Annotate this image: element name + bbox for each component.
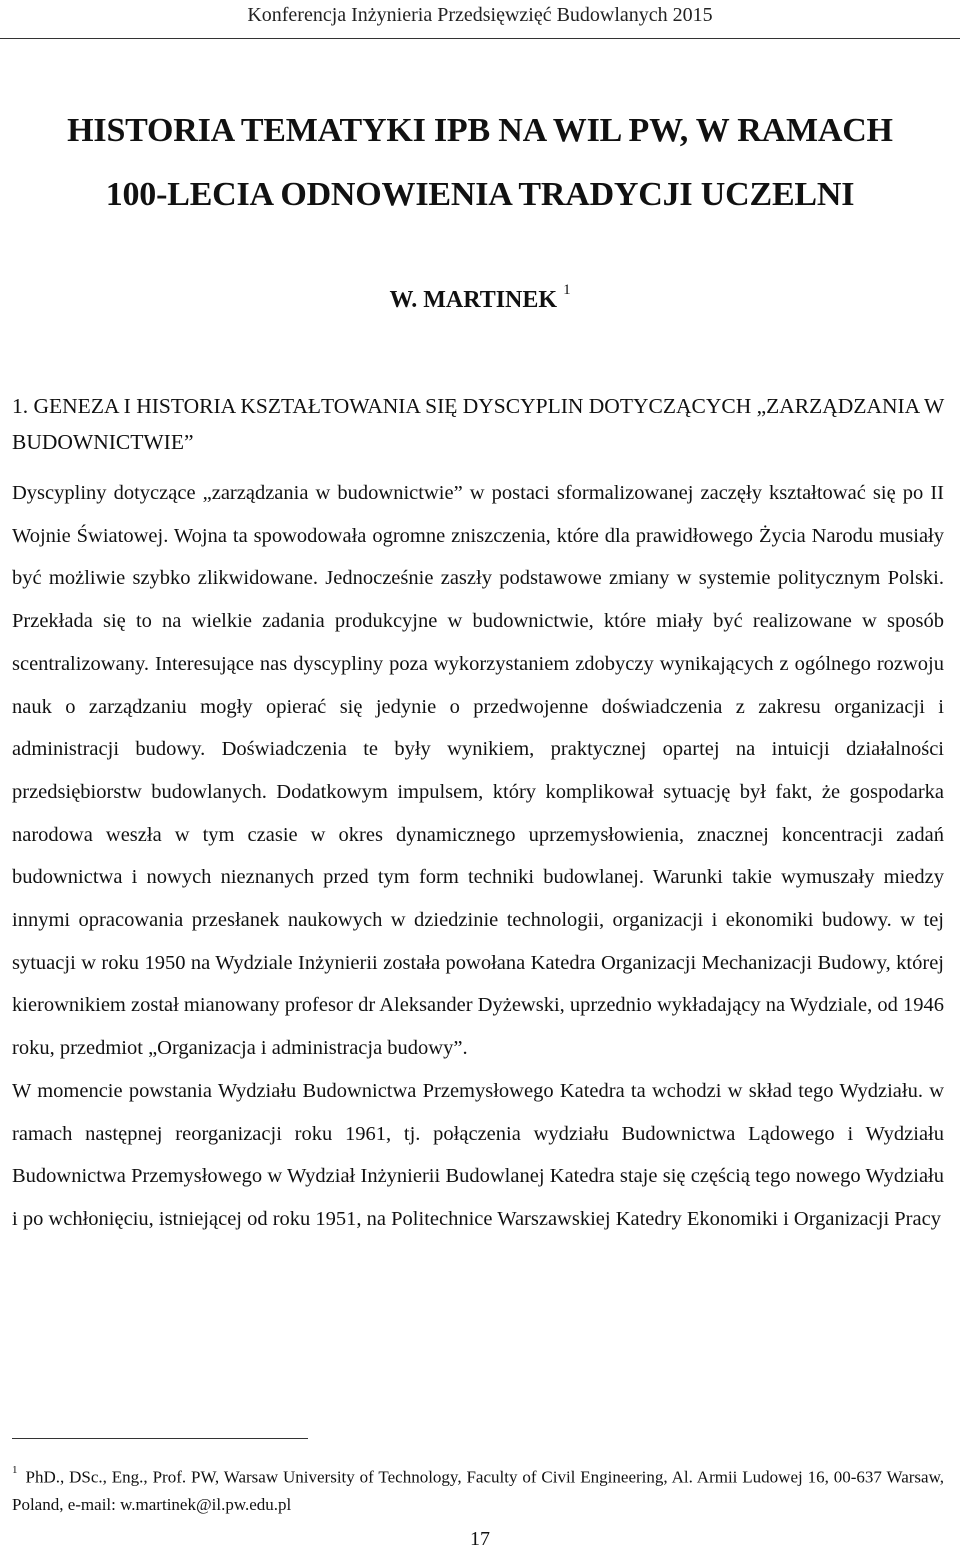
footnote-text: PhD., DSc., Eng., Prof. PW, Warsaw University of Technology, Faculty of Civil Engineering, Al. Armii Ludowej 16, 00-637 Warsaw, Poland, e-mail: w.martinek@il.pw.edu.pl — [12, 1467, 944, 1514]
running-header: Konferencja Inżynieria Przedsięwzięć Budowlanych 2015 — [247, 4, 713, 26]
footnote-divider — [12, 1438, 308, 1439]
footnote — [12, 1460, 944, 1518]
page-number: 17 — [470, 1528, 490, 1550]
header-divider — [0, 38, 960, 39]
section-heading: 1. GENEZA I HISTORIA KSZTAŁTOWANIA SIĘ DYSCYPLIN DOTYCZĄCYCH „ZARZĄDZANIA W BUDOWNICTWIE” — [12, 394, 944, 454]
paper-title-line-1: HISTORIA TEMATYKI IPB NA WIL PW, W RAMACH — [67, 112, 893, 149]
author-footnote-mark: 1 — [563, 282, 571, 298]
paragraph-2: W momencie powstania Wydziału Budownictwa Przemysłowego Katedra ta wchodzi w skład tego Wydziału. w ramach następnej reorganizacji roku 1961, tj. połączenia wydziału Budownictwa Lądowego i Wydziału Budownictwa Przemysłowego w Wydział Inżynierii Budowlanej Katedra staje się częścią tego nowego Wydziału i po wchłonięciu, istniejącej od roku 1951, na Politechnice Warszawskiej Katedry Ekonomiki i Organizacji Pracy — [12, 1079, 944, 1230]
paragraph-1: Dyscypliny dotyczące „zarządzania w budownictwie” w postaci sformalizowanej zaczęły kształtować się po II Wojnie Światowej. Wojna ta spowodowała ogromne zniszczenia, które dla prawidłowego Życia Narodu musiały być możliwie szybko zlikwidowane. Jednocześnie zaszły podstawowe zmiany w systemie politycznym Polski. Przekłada się to na wielkie zadania produkcyjne w budownictwie, które miały być realizowane w sposób scentralizowany. Interesujące nas dyscypliny poza wykorzystaniem zdobyczy wynikających z ogólnego rozwoju nauk o zarządzaniu mogły opierać się jedynie o przedwojenne doświadczenia z zakresu organizacji i administracji budowy. Doświadczenia te były wynikiem, praktycznej opartej na intuicji działalności przedsiębiorstw budowlanych. Dodatkowym impulsem, który komplikował sytuację był fakt, że gospodarka narodowa weszła w tym czasie w okres dynamicznego uprzemysłowienia, znacznej koncentracji zadań budownictwa i nowych nieznanych przed tym form techniki budowlanej. Warunki takie wymuszały miedzy innymi opracowania przesłanek naukowych w dziedzinie technologii, organizacji i ekonomiki budowy. w tej sytuacji w roku 1950 na Wydziale Inżynierii została powołana Katedra Organizacji Mechanizacji Budowy, której kierownikiem został mianowany profesor dr Aleksander Dyżewski, uprzednio wykładający na Wydziale, od 1946 roku, przedmiot „Organizacja i administracja budowy”. — [12, 482, 944, 1060]
author-name: W. MARTINEK — [389, 287, 558, 313]
footnote-mark: 1 — [12, 1464, 18, 1476]
author-line — [0, 282, 960, 314]
paper-title-line-2: 100-LECIA ODNOWIENIA TRADYCJI UCZELNI — [105, 176, 855, 213]
body-text — [12, 472, 944, 1241]
